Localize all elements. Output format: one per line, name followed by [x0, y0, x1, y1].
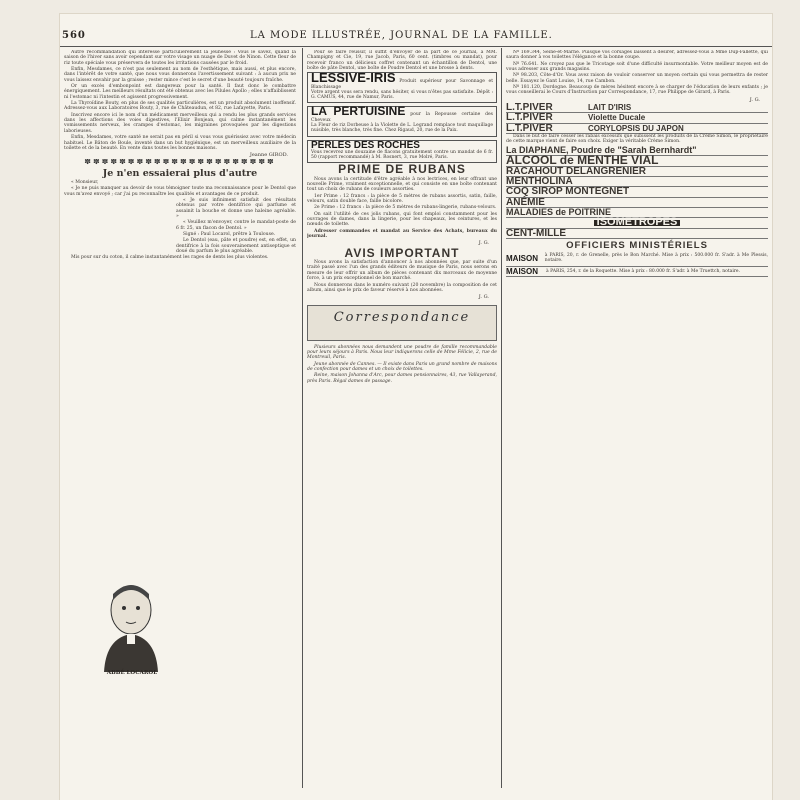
paragraph: Inscrivez encore ici le nom d'un médicament merveilleux qui a rendu les plus grands services dans les affections des voies digestives, l'Elixir Bonjean, qui calme instantanément les vomissements nerveux, les crampes d'estomac, les migraines provoquées par les digestions laborieuses. [64, 112, 296, 134]
advert-racahout: RACAHOUT DELANGRENIER [506, 167, 768, 177]
advert-cent-mille: CENT-MILLE [506, 229, 768, 239]
column-divider-1 [302, 48, 303, 788]
ad-paragraph: « Je ne puis manquer au devoir de vous témoigner toute ma reconnaissance pour le Dentol que vous m'avez envoyé ; car j'ai pu reconnaître les qualités et avantages de ce produit. [64, 186, 296, 197]
signature: J. G. [749, 96, 760, 103]
advert-anemie: ANÉMIE [506, 198, 768, 208]
column-3 [506, 50, 768, 798]
intro-paragraph: Pour se faire réussir, il suffit d'envoyer de la part de ce journal, à MM. Champigny et Cie, 19, rue Jacob, Paris, 60 cent. (timbres ou mandat), pour recevoir franco un délicieux coffret contenant un échantillon de Dentol, une boîte de pâte Dentol, une boîte de Poudre Dentol et une brosse à dents. [307, 50, 497, 72]
advert-diaphane: La DIAPHANE, Poudre de "Sarah Bernhardt" [506, 146, 768, 156]
avis-heading: AVIS IMPORTANT [344, 245, 460, 260]
paragraph: Or un excès d'embonpoint est dangereux pour la santé. Il faut donc le combattre énergiquement. Les meilleurs résultats ont été obtenus avec les Pilules Apollo ; elles n'affaiblissent ni l'estomac ni l'intestin et agissent progressivement. [64, 84, 296, 100]
paragraph: Nº 76.641. Ne croyez pas que le Tricotage soit d'une difficulté insurmontable. Votre meilleur moyen est de vous adresser aux grands magasins. [506, 61, 768, 73]
paragraph: La Thyroïdine Bouty, en plus de ses qualités particulières, est un produit absolument inoffensif. Adressez-vous aux Laboratoires Bouty, 3, rue de Châteaudun, et 82, rue Lafayette, Paris. [64, 101, 296, 112]
paragraph: Nous donnerons dans le numéro suivant (20 novembre) la composition de cet album, ainsi que le prix de faveur réservé à nos abonnées. [307, 282, 497, 293]
signature: Jeanne GIROD. [249, 152, 288, 159]
paragraph: Reine, maison Johanna d'Arc, pour dames pensionnaires, 43, rue Vallayerand, près Paris. Régal dames de passage. [307, 373, 497, 384]
paragraph: 2e Prime : 12 francs : la pièce de 5 mètres de rubans-lingerie, rubans-velours. [314, 205, 497, 211]
advert-coq: COQ SIROP MONTEGNET [506, 187, 768, 197]
paragraph: 1er Prime : 12 francs : la pièce de 5 mètres de rubans assortis, satin, faille, velours, satin double face, faille bicolore. [307, 193, 497, 205]
ad-heading: Je n'en essaierai plus d'autre [102, 167, 258, 179]
paragraph: On sait l'utilité de ces jolis rubans, qui font emploi constamment pour les ouvrages de dames, dans la lingerie, pour les chapeaux, les ceintures, et les nœuds de toilette. [307, 211, 497, 228]
paragraph: Enfin, Mesdames, votre santé ne serait pas en péril si vous vous guérissiez avec votre médecin habituel. Le Bâton de Boule, inventé dans un but hygiénique, est un merveilleux auxiliaire de la toilette et de la beauté. En vente dans toutes les bonnes maisons. [64, 135, 296, 151]
page-header [60, 30, 772, 44]
column-divider-2 [501, 48, 502, 788]
signature: J. G. [478, 294, 489, 301]
portrait-caption: ABBÉ LOCAROL [106, 670, 158, 676]
advert-mentholina: MENTHOLINA [506, 177, 768, 187]
officiers-heading: OFFICIERS MINISTÉRIELS [566, 239, 708, 251]
paragraph: Nous avons la certitude d'être agréable à nos lectrices, en leur offrant une nouvelle Prime, vraiment exceptionnelle, et qui consiste en une boîte contenant tout un choix de rubans de couleurs assorties. [307, 176, 497, 193]
paragraph: Plusieurs abonnées nous demandent une poudre de famille recommandable pour leurs séjours à Paris. Nous leur indiquerons celle de Mme Félicie, 2, rue de Montreuil, Paris. [307, 344, 497, 361]
portrait-engraving [96, 572, 166, 672]
advert-piver-2: L.T.PIVER Violette Ducale [506, 113, 768, 123]
paragraph: Dans le but de faire cesser les rabais excessifs que subissent les produits de la Crème Simon, le propriétaire de cette marque vient de faire son choix. Exiger la véritable Crème Simon. [506, 134, 768, 145]
ad-paragraph: « Je suis infiniment satisfait des résultats obtenus par votre dentifrice qui parfume et assainit la bouche et donne une haleine agréable. » [176, 197, 296, 219]
letter-line: Le Dentol (eau, pâte et poudre) est, en effet, un dentifrice à la fois souverainement antiseptique et doué du parfum le plus agréable. [176, 238, 296, 254]
advert-piver-3: L.T.PIVER CORYLOPSIS DU JAPON [506, 124, 768, 134]
paragraph: Nº 169.344, Seine-et-Marne. Puisque vos corsages laissent à désirer, adressez-vous à Mme Dup-Fallette, qui saura donner à vos toilettes l'élégance et la bonne coupe. [506, 50, 768, 61]
closing-paragraph: Mis pour sur du coton, il calme instantanément les rages de dents les plus violentes. [71, 255, 269, 261]
column-2 [307, 50, 497, 798]
publication-title: LA MODE ILLUSTRÉE, JOURNAL DE LA FAMILLE. [250, 30, 553, 41]
paragraph: Enfin, Mesdames, ce n'est pas seulement au nom de l'esthétique, mais aussi, et plus encore, dans l'intérêt de votre santé, que nous vous donnerons l'avertissement suivant : à aucun prix ne vous laissez envahir par la graisse ; rester mince c'est le secret d'une beauté toujours fraîche. [64, 67, 296, 83]
maison-listing: MAISON à PARIS, 254, r. de la Roquette. Mise à prix : 80.000 fr. S'adr. à Me Truettch, notaire. [506, 267, 768, 277]
prime-heading: PRIME DE RUBANS [338, 162, 466, 177]
advert-poitrine: MALADIES de POITRINE [506, 208, 768, 218]
ornament-divider-icon: ✽✽✽✽✽✽✽✽✽✽✽✽✽✽✽✽✽✽✽✽✽✽ [84, 158, 276, 166]
signature: J. G. [478, 240, 489, 247]
paragraph: Adresser commandes et mandat au Service des Achats, bureaux du journal. [307, 228, 497, 240]
paragraph: Nº 181.120, Dordogne. Beaucoup de mères hésitent encore à se charger de l'éducation de leurs enfants ; je vous conseillerai le Cours d'Instruction par Correspondance, 17, rue Philippe de Girard, à Paris. [506, 85, 768, 96]
letter-line: « Veuillez m'envoyer, contre le mandat-poste de 6 fr. 25, un flacon de Dentol. » [176, 220, 296, 231]
paragraph: Jeune abonnée de Cannes. — Il existe dans Paris un grand nombre de maisons de confection pour dames et un choix de toilettes. [307, 361, 497, 372]
ad-paragraph: « Monsieur, [71, 179, 99, 185]
advert-isometropes: ISOMETROPES [506, 218, 768, 228]
advert-pertuisine: LA PERTUISINE pour la Repousse certaine des Cheveux La Fleur de riz Dorbeuse à la Violette de L. Legrand remplace tout maquillage nuisible, très blanche, très fine. Chez Rigaud, 20, rue de la Paix. [307, 106, 497, 136]
letter-line: Signé : Paul Locarol, prêtre à Toulouse. [183, 231, 276, 237]
paragraph: Nº 98.203, Côte-d'Or. Vous avez raison de vouloir conserver un moyen certain qui vous permettra de rester belle. Essayez le Gant Louise, 14, rue Cambon. [506, 73, 768, 84]
paragraph: Nous avons la satisfaction d'annoncer à nos abonnées que, par suite d'un traité passé avec l'un des grands éditeurs de musique de Paris, nous serons en mesure de leur offrir un album de pièces contenant dix morceaux de moyenne force, à un prix exceptionnel de bon marché. [307, 260, 497, 282]
paragraph: Autre recommandation qui intéresse particulièrement la jeunesse : Vous le savez, quand la saison de l'hiver sans avoir cependant sur votre visage un nuage de Duvet de Ninon. Cette fleur de riz toute spéciale vous préservera de toutes les irritations causées par le froid. [64, 50, 296, 66]
advert-piver-1: L.T.PIVER LAIT D'IRIS [506, 103, 768, 113]
advert-lessive-iris: LESSIVE-IRIS Produit supérieur pour Savonnage et Blanchissage Votre argent vous sera rendu, sans hésiter, si vous n'êtes pas satisfaite. Dépôt : G. CAMUS, 44, rue de Namur, Paris. [307, 72, 497, 103]
maison-listing: MAISON à PARIS, 20, r. de Grenelle, près le Bon Marché. Mise à prix : 500.000 fr. S'adr. à Me Plessis, notaire. [506, 251, 768, 266]
column-1 [64, 50, 296, 798]
header-rule [60, 46, 772, 47]
advert-alcool-menthe: ALCOOL de MENTHE VIAL [506, 156, 768, 166]
page-number: 560 [62, 30, 86, 41]
correspondance-banner: Correspondance [307, 305, 497, 341]
advert-perles-des-roches: PERLES DES ROCHES Vous recevrez une douzaine de flacons gratuitement contre un mandat de 6 fr. 50 (rapport recommandé) à M. Rosnert, 3, rue Molré, Paris. [307, 140, 497, 164]
